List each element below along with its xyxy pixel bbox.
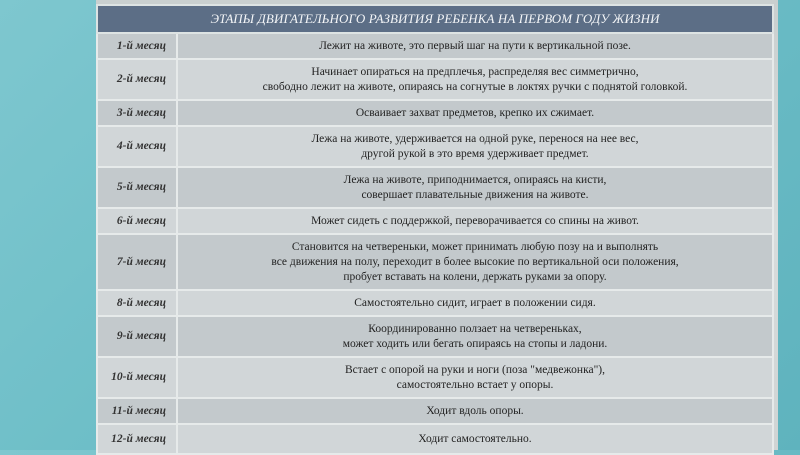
description-line: другой рукой в это время удерживает предмет.	[361, 147, 589, 160]
table-row	[97, 59, 773, 100]
description-line: Лежа на животе, приподнимается, опираясь на кисти,	[343, 173, 607, 186]
development-table	[96, 4, 774, 455]
description-line: Ходит вдоль опоры.	[426, 404, 524, 417]
description-line: все движения на полу, переходит в более высокие по вертикальной оси положения,	[271, 255, 679, 268]
month-cell: 9-й месяц	[97, 316, 177, 357]
description-line: Лежа на животе, удерживается на одной руке, перенося на нее вес,	[311, 132, 639, 145]
description-line: свободно лежит на животе, опираясь на согнутые в локтях ручки с поднятой головкой.	[262, 80, 688, 93]
month-cell: 2-й месяц	[97, 59, 177, 100]
description-line: Ходит самостоятельно.	[418, 432, 532, 445]
description-cell	[177, 398, 773, 424]
description-line: Начинает опираться на предплечья, распределяя вес симметрично,	[311, 65, 639, 78]
table-row	[97, 290, 773, 316]
table-row	[97, 100, 773, 126]
description-line: может ходить или бегать опираясь на стопы и ладони.	[342, 337, 608, 350]
description-line: самостоятельно встает у опоры.	[396, 378, 554, 391]
description-cell	[177, 357, 773, 398]
description-line: Лежит на животе, это первый шаг на пути к вертикальной позе.	[319, 39, 631, 52]
month-cell: 11-й месяц	[97, 398, 177, 424]
month-cell: 4-й месяц	[97, 126, 177, 167]
table-body	[97, 33, 773, 454]
table-row	[97, 167, 773, 208]
month-cell: 1-й месяц	[97, 33, 177, 59]
description-cell	[177, 316, 773, 357]
month-cell: 3-й месяц	[97, 100, 177, 126]
description-line: Становится на четвереньки, может принимать любую позу на и выполнять	[291, 240, 659, 253]
table-row	[97, 33, 773, 59]
month-cell: 7-й месяц	[97, 234, 177, 290]
table-title: ЭТАПЫ ДВИГАТЕЛЬНОГО РАЗВИТИЯ РЕБЕНКА НА ПЕРВОМ ГОДУ ЖИЗНИ	[97, 5, 773, 33]
month-cell: 5-й месяц	[97, 167, 177, 208]
table-row	[97, 357, 773, 398]
description-line: совершает плавательные движения на животе.	[361, 188, 589, 201]
description-cell	[177, 290, 773, 316]
description-line: Координированно ползает на четвереньках,	[368, 322, 582, 335]
month-cell: 12-й месяц	[97, 424, 177, 454]
table-row	[97, 398, 773, 424]
month-cell: 8-й месяц	[97, 290, 177, 316]
description-cell	[177, 59, 773, 100]
table-row	[97, 316, 773, 357]
table-row	[97, 126, 773, 167]
description-line: Может сидеть с поддержкой, переворачивается со спины на живот.	[311, 214, 639, 227]
description-line: Самостоятельно сидит, играет в положении сидя.	[354, 296, 596, 309]
month-cell: 10-й месяц	[97, 357, 177, 398]
month-cell: 6-й месяц	[97, 208, 177, 234]
description-cell	[177, 100, 773, 126]
slide	[96, 0, 778, 450]
table-row	[97, 234, 773, 290]
description-cell	[177, 208, 773, 234]
table-row	[97, 208, 773, 234]
description-line: Осваивает захват предметов, крепко их сжимает.	[355, 106, 595, 119]
description-cell	[177, 33, 773, 59]
description-cell	[177, 167, 773, 208]
description-cell	[177, 234, 773, 290]
description-line: пробует вставать на колени, держать руками за опору.	[343, 270, 607, 283]
description-line: Встает с опорой на руки и ноги (поза "медвежонка"),	[345, 363, 605, 376]
description-cell	[177, 126, 773, 167]
